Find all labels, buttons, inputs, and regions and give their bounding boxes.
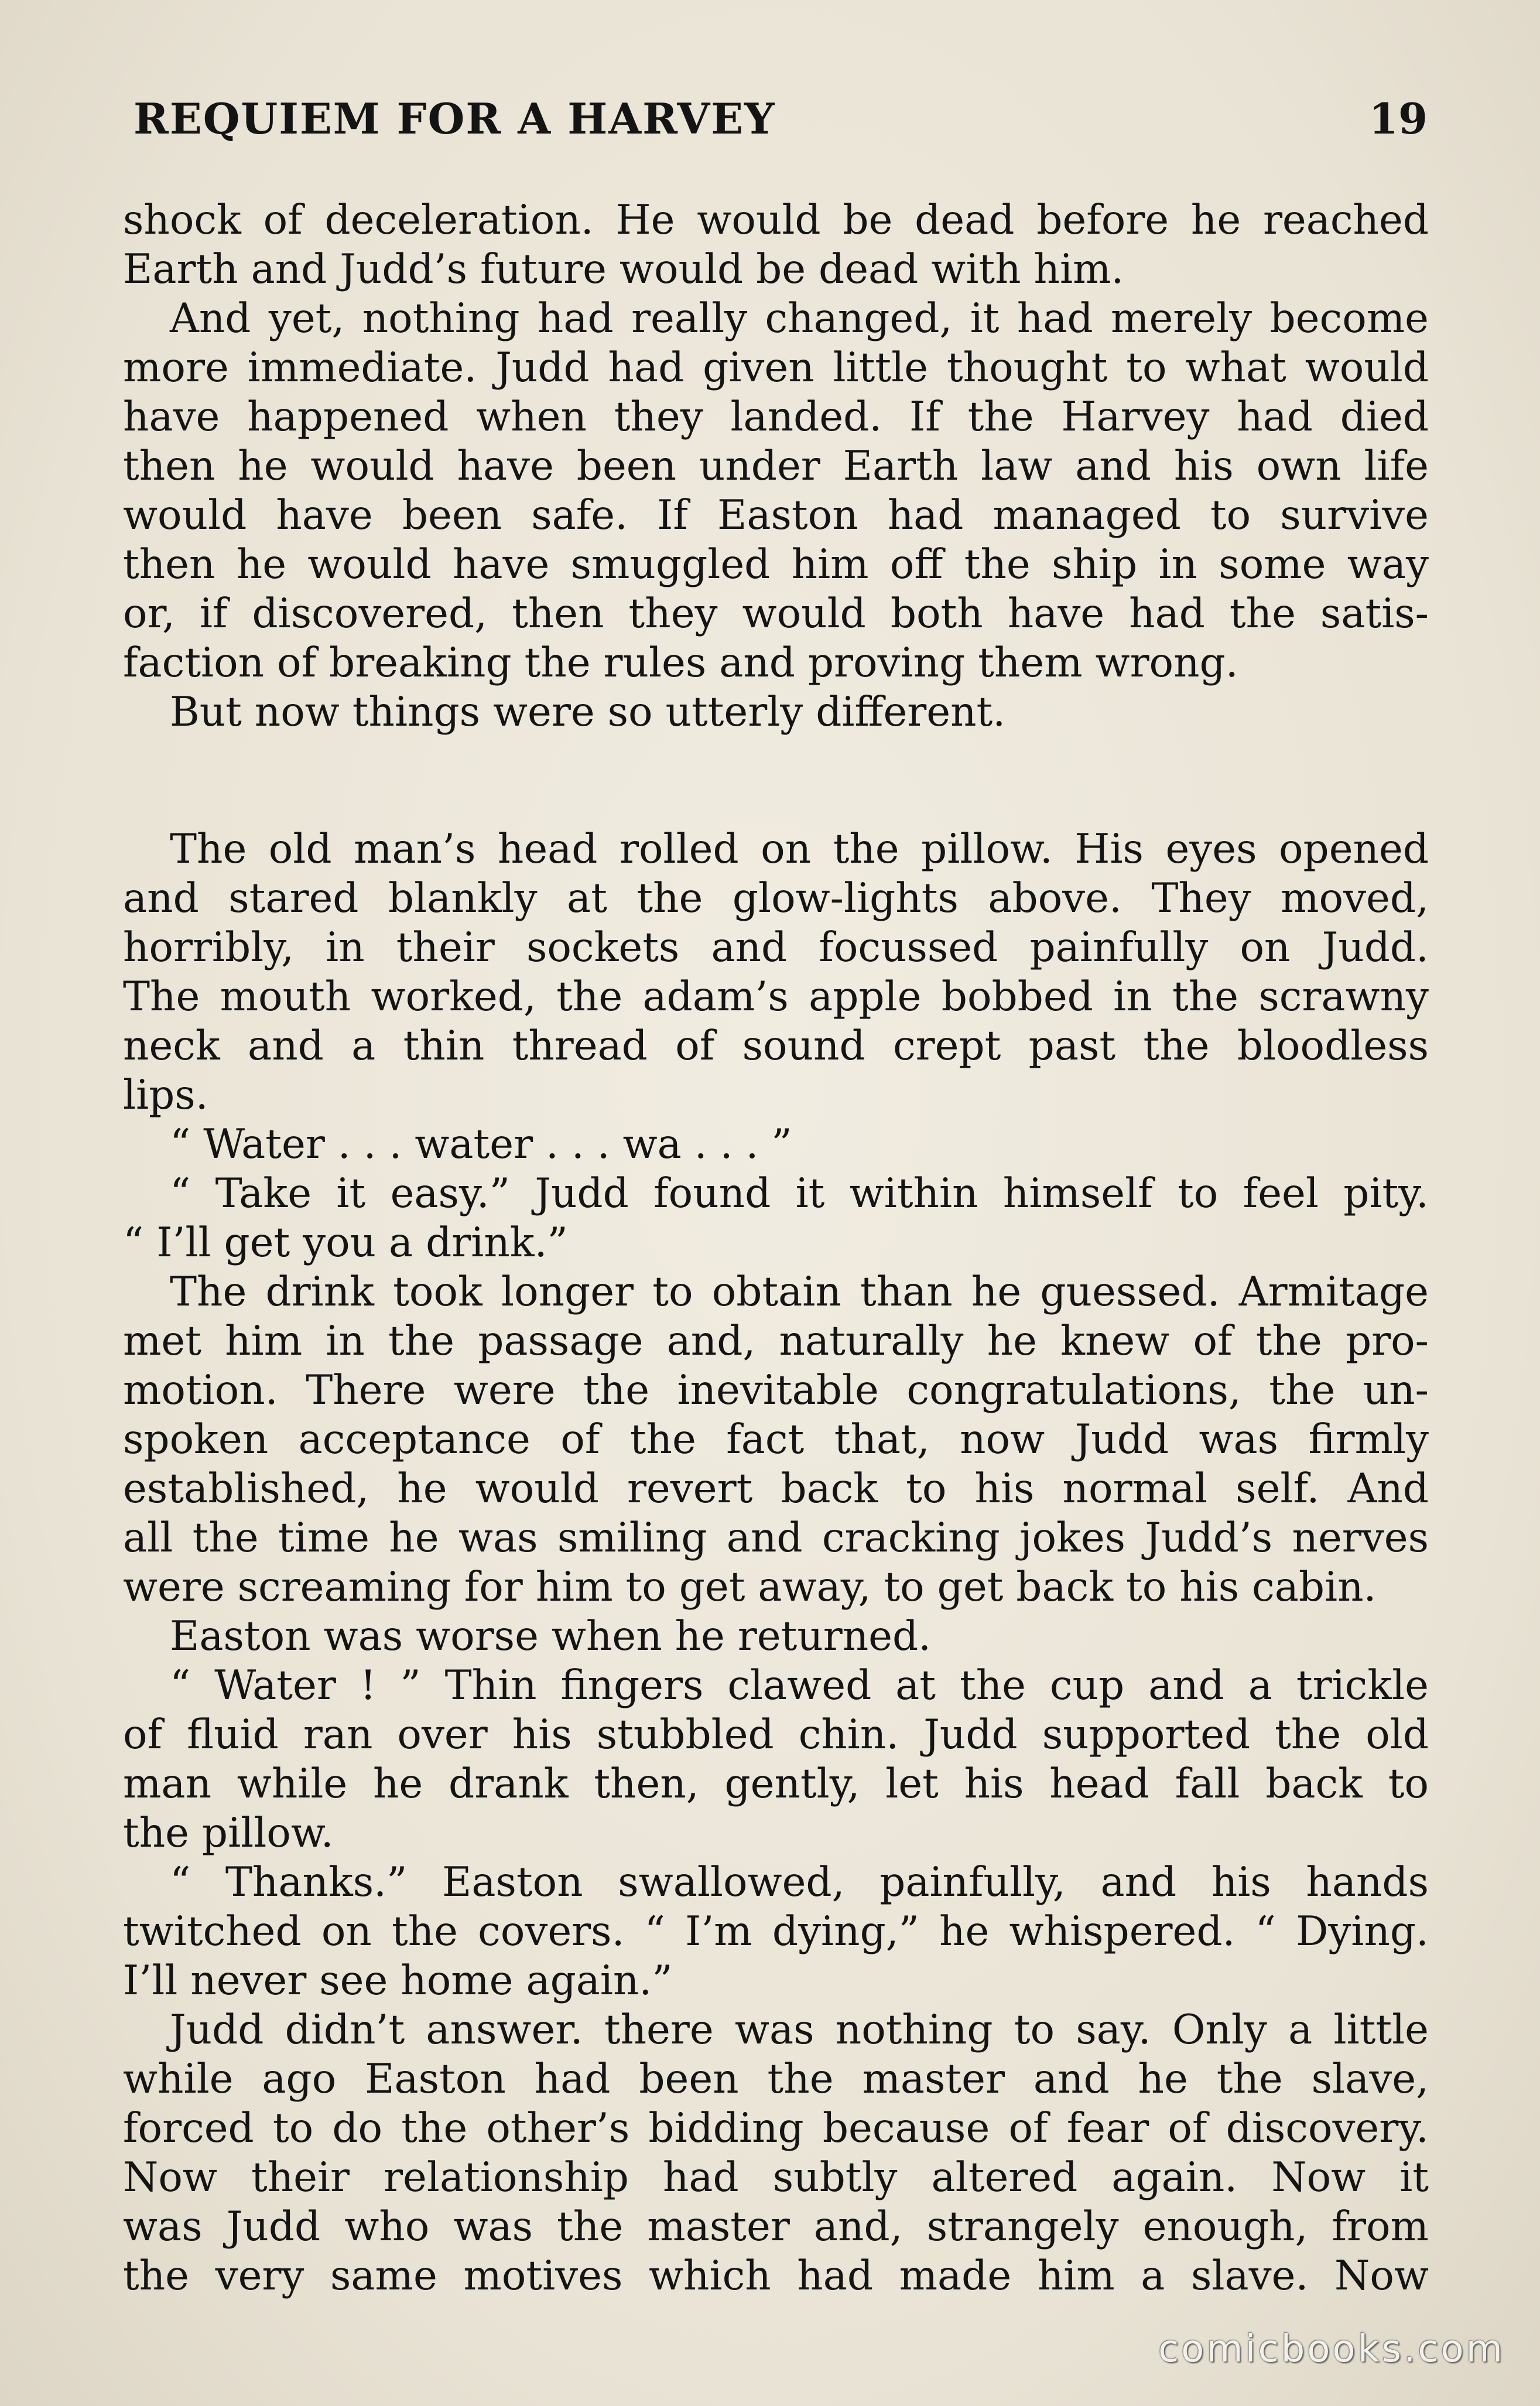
- text-line: then he would have smuggled him off the ship in some way: [123, 541, 1429, 588]
- running-title: REQUIEM FOR A HARVEY: [134, 94, 776, 143]
- text-line: all the time he was smiling and cracking jokes Judd’s nerves: [123, 1515, 1429, 1561]
- text-line: would have been safe. If Easton had managed to survive: [123, 492, 1429, 539]
- page-number: 19: [1368, 94, 1428, 143]
- text-line: of fluid ran over his stubbled chin. Judd supported the old: [123, 1711, 1429, 1758]
- text-line: while ago Easton had been the master and he the slave,: [123, 2056, 1429, 2103]
- text-line: lips.: [123, 1072, 208, 1119]
- text-line: neck and a thin thread of sound crept past the bloodless: [123, 1023, 1429, 1069]
- text-line: have happened when they landed. If the Harvey had died: [123, 394, 1429, 440]
- text-line: then he would have been under Earth law and his own life: [123, 443, 1429, 490]
- text-line: “ Take it easy.” Judd found it within himself to feel pity.: [170, 1170, 1429, 1217]
- text-line: and stared blankly at the glow-lights above. They moved,: [123, 875, 1429, 922]
- text-line: The drink took longer to obtain than he guessed. Armitage: [170, 1269, 1429, 1315]
- text-line: forced to do the other’s bidding because of fear of discovery.: [123, 2105, 1429, 2152]
- text-line: “ Thanks.” Easton swallowed, painfully, and his hands: [170, 1859, 1429, 1906]
- text-line: Judd didn’t answer. there was nothing to say. Only a little: [170, 2007, 1429, 2053]
- text-section-1: [123, 196, 1429, 737]
- text-line: Now their relationship had subtly altered again. Now it: [123, 2154, 1429, 2201]
- text-line: the pillow.: [123, 1810, 334, 1857]
- text-section-2: [123, 825, 1429, 2301]
- text-line: was Judd who was the master and, strangely enough, from: [123, 2203, 1429, 2250]
- text-line: the very same motives which had made him a slave. Now: [123, 2253, 1429, 2299]
- text-line: The old man’s head rolled on the pillow. His eyes opened: [170, 826, 1429, 873]
- text-line: I’ll never see home again.”: [123, 1957, 673, 2004]
- text-line: faction of breaking the rules and proving them wrong.: [123, 640, 1238, 686]
- text-line: more immediate. Judd had given little thought to what would: [123, 344, 1429, 391]
- text-line: established, he would revert back to his normal self. And: [123, 1465, 1429, 1512]
- text-line: Earth and Judd’s future would be dead with him.: [123, 246, 1124, 293]
- text-line: Easton was worse when he returned.: [170, 1613, 932, 1660]
- text-line: But now things were so utterly different.: [170, 689, 1006, 736]
- watermark: comicbooks.com: [1158, 2328, 1505, 2371]
- text-line: And yet, nothing had really changed, it had merely become: [170, 295, 1429, 342]
- text-line: horribly, in their sockets and focussed painfully on Judd.: [123, 924, 1429, 971]
- text-line: were screaming for him to get away, to get back to his cabin.: [123, 1564, 1377, 1611]
- text-line: “ I’ll get you a drink.”: [123, 1219, 568, 1266]
- text-line: motion. There were the inevitable congratulations, the un-: [123, 1367, 1429, 1414]
- text-line: met him in the passage and, naturally he knew of the pro-: [123, 1318, 1429, 1365]
- text-line: “ Water . . . water . . . wa . . . ”: [170, 1121, 792, 1168]
- text-line: “ Water ! ” Thin fingers clawed at the cup and a trickle: [170, 1662, 1429, 1709]
- text-line: man while he drank then, gently, let his head fall back to: [123, 1761, 1429, 1807]
- text-line: shock of deceleration. He would be dead before he reached: [123, 197, 1429, 244]
- page-header: [134, 94, 1428, 152]
- text-line: spoken acceptance of the fact that, now Judd was firmly: [123, 1416, 1429, 1463]
- text-line: twitched on the covers. “ I’m dying,” he whispered. “ Dying.: [123, 1908, 1429, 1955]
- text-line: or, if discovered, then they would both have had the satis-: [123, 590, 1429, 637]
- text-line: The mouth worked, the adam’s apple bobbed in the scrawny: [123, 973, 1429, 1020]
